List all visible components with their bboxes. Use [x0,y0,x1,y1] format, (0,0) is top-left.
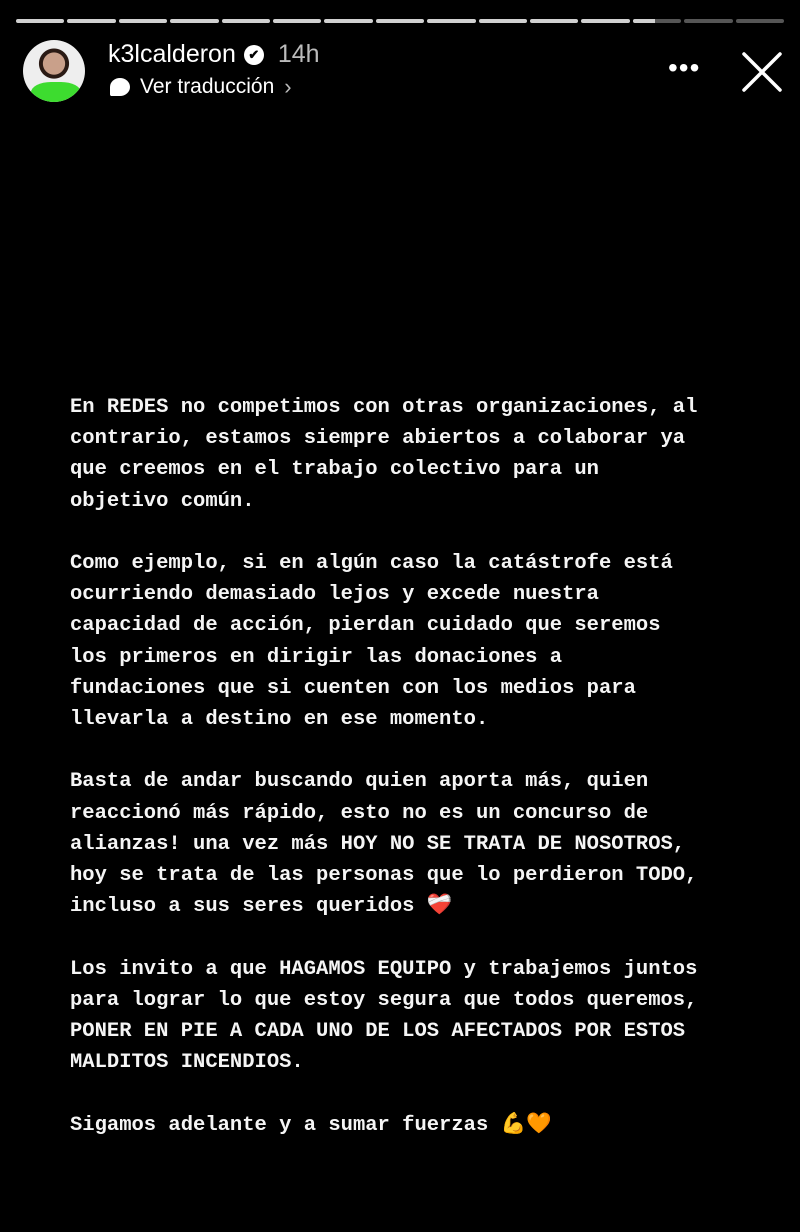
progress-segment [530,19,578,23]
progress-fill [530,19,578,23]
text-line: para lograr lo que estoy segura que todos queremos, [70,988,698,1012]
progress-fill [581,19,629,23]
progress-fill [273,19,321,23]
progress-fill [67,19,115,23]
text-line: llevarla a destino en ese momento. [70,708,489,732]
progress-segment [324,19,372,23]
text-line: alianzas! una vez más HOY NO SE TRATA DE NOSOTROS, [70,832,686,856]
story-header [108,40,320,69]
progress-fill [427,19,475,23]
story-text [70,392,697,1172]
progress-segment [170,19,218,23]
progress-segment [581,19,629,23]
progress-segment [222,19,270,23]
progress-segment [119,19,167,23]
text-line: Como ejemplo, si en algún caso la catástrofe está [70,552,673,575]
text-line: Sigamos adelante y a sumar fuerzas 💪🧡 [70,1113,552,1137]
text-line: ocurriendo demasiado lejos y excede nuestra [70,583,599,607]
paragraph [70,954,697,1079]
see-translation-label: Ver traducción [140,75,275,98]
text-line: hoy se trata de las personas que lo perdieron TODO, [70,864,698,888]
chevron-right-icon: › [284,74,292,99]
progress-segment [479,19,527,23]
username[interactable]: k3lcalderon [108,40,236,68]
text-line: objetivo común. [70,489,255,513]
progress-segment [736,19,784,23]
progress-segment [427,19,475,23]
more-options-icon[interactable]: ••• [668,52,701,83]
progress-segment [67,19,115,23]
text-line: los primeros en dirigir las donaciones a [70,645,563,669]
progress-fill [376,19,424,23]
post-time: 14h [277,40,320,68]
text-line: incluso a sus seres queridos ❤️‍🩹 [70,895,453,919]
progress-fill [222,19,270,23]
text-line: fundaciones que si cuenten con los medios para [70,676,636,700]
progress-segment [633,19,681,23]
text-line: contrario, estamos siempre abiertos a colaborar ya [70,427,686,451]
text-line: En REDES no competimos con otras organizaciones, al [70,396,698,419]
avatar[interactable] [23,40,85,102]
paragraph [70,548,697,735]
paragraph [70,392,697,517]
progress-fill [633,19,655,23]
progress-fill [119,19,167,23]
text-line: MALDITOS INCENDIOS. [70,1051,304,1075]
text-line: reaccionó más rápido, esto no es un concurso de [70,801,649,825]
progress-fill [324,19,372,23]
text-line: PONER EN PIE A CADA UNO DE LOS AFECTADOS POR ESTOS [70,1020,686,1044]
progress-segment [376,19,424,23]
paragraph [70,766,697,922]
progress-fill [170,19,218,23]
verified-badge-icon: ✔ [244,45,264,65]
story-progress [16,19,784,23]
text-line: capacidad de acción, pierdan cuidado que seremos [70,614,661,638]
progress-segment [16,19,64,23]
progress-segment [273,19,321,23]
paragraph [70,1110,697,1141]
close-icon[interactable] [740,50,784,94]
chat-bubble-icon [110,78,130,96]
text-line: Basta de andar buscando quien aporta más, quien [70,770,649,794]
progress-fill [479,19,527,23]
text-line: que creemos en el trabajo colectivo para un [70,458,599,482]
progress-fill [16,19,64,23]
text-line: Los invito a que HAGAMOS EQUIPO y trabajemos juntos [70,957,698,981]
see-translation-link[interactable] [110,74,292,100]
progress-segment [684,19,732,23]
